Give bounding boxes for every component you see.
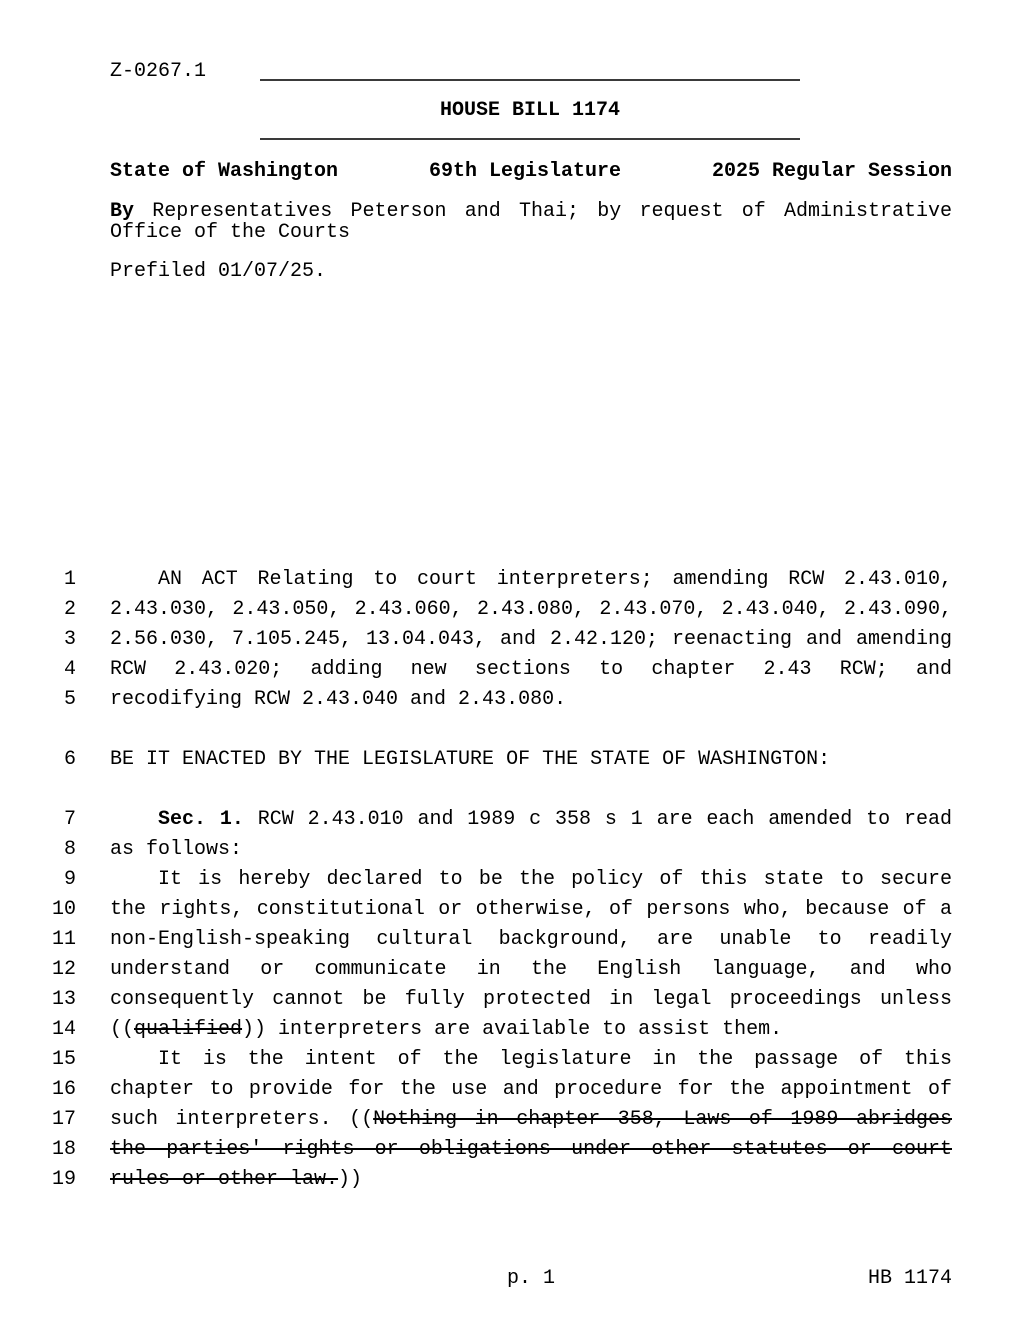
bill-line — [48, 925, 976, 955]
line-number: 2 — [63, 598, 76, 621]
legislature-name: 69th Legislature — [428, 160, 622, 183]
page-number: p. 1 — [506, 1267, 555, 1290]
line-number: 1 — [63, 568, 76, 591]
bill-ref: HB 1174 — [867, 1267, 952, 1290]
bill-text: RCW 2.43.020; adding new sections to chapter 2.43 RCW; and — [110, 658, 952, 681]
line-number: 11 — [51, 928, 76, 951]
sponsors-text: Representatives Peterson and Thai; by request of Administrative Office of the Courts — [110, 200, 952, 244]
line-text — [110, 1045, 952, 1075]
bill-text: 2.43.030, 2.43.050, 2.43.060, 2.43.080, 2.43.070, 2.43.040, 2.43.090, — [110, 598, 952, 621]
bill-text: (( — [110, 1018, 135, 1041]
by-label: By — [110, 200, 135, 223]
bill-text: the rights, constitutional or otherwise, of persons who, because of a — [110, 898, 952, 921]
line-number: 19 — [51, 1168, 76, 1191]
bill-text: RCW 2.43.010 and 1989 c 358 s 1 are each amended to read — [243, 808, 952, 831]
line-text — [110, 925, 952, 955]
line-text — [110, 985, 952, 1015]
bill-text: recodifying RCW 2.43.040 and 2.43.080. — [110, 688, 567, 711]
line-text — [110, 685, 952, 715]
line-text — [110, 1015, 952, 1045]
line-number: 16 — [51, 1078, 76, 1101]
line-number: 7 — [63, 808, 76, 831]
struck-text: qualified — [134, 1018, 243, 1041]
line-text — [110, 835, 952, 865]
line-number: 10 — [51, 898, 76, 921]
bill-lines — [48, 565, 976, 1195]
bill-line — [48, 805, 976, 835]
line-text — [110, 565, 952, 595]
header-rule-top — [260, 79, 800, 81]
page-footer — [110, 1264, 952, 1294]
line-text — [110, 1075, 952, 1105]
bill-line — [48, 895, 976, 925]
line-text — [110, 655, 952, 685]
bill-text: )) interpreters are available to assist them. — [242, 1018, 783, 1041]
bill-line — [48, 865, 976, 895]
line-number: 17 — [51, 1108, 76, 1131]
bill-text: It is hereby declared to be the policy of this state to secure — [158, 868, 952, 891]
line-number: 13 — [51, 988, 76, 1011]
line-number: 18 — [51, 1138, 76, 1161]
bill-text: )) — [338, 1168, 363, 1191]
bill-title: HOUSE BILL 1174 — [439, 99, 621, 122]
bill-text: 2.56.030, 7.105.245, 13.04.043, and 2.42.120; reenacting and amending — [110, 628, 952, 651]
bill-line — [48, 1075, 976, 1105]
bill-text: It is the intent of the legislature in the passage of this — [158, 1048, 952, 1071]
line-text — [110, 955, 952, 985]
session-line — [110, 160, 952, 183]
line-text — [110, 805, 952, 835]
line-text — [110, 745, 952, 775]
draft-code: Z-0267.1 — [110, 60, 207, 83]
bill-text: as follows: — [110, 838, 243, 861]
line-text — [110, 1105, 952, 1135]
bill-text: non-English-speaking cultural background, are unable to readily — [110, 928, 952, 951]
bill-line — [48, 625, 976, 655]
struck-text: rules or other law. — [110, 1168, 339, 1191]
bill-text: chapter to provide for the use and procedure for the appointment of — [110, 1078, 952, 1101]
line-number: 3 — [63, 628, 76, 651]
bill-line — [48, 655, 976, 685]
line-text — [110, 1135, 952, 1165]
struck-text: the parties' rights or obligations under other statutes or court — [110, 1138, 952, 1161]
bill-text: BE IT ENACTED BY THE LEGISLATURE OF THE STATE OF WASHINGTON: — [110, 748, 831, 771]
bill-text: AN ACT Relating to court interpreters; amending RCW 2.43.010, — [158, 568, 952, 591]
bill-text: understand or communicate in the English language, and who — [110, 958, 952, 981]
bill-line — [48, 955, 976, 985]
line-number: 12 — [51, 958, 76, 981]
bill-line — [48, 985, 976, 1015]
line-number: 6 — [63, 748, 76, 771]
sponsors-paragraph — [110, 201, 952, 243]
prefiled-date: Prefiled 01/07/25. — [110, 260, 327, 283]
bill-line — [48, 685, 976, 715]
bill-text: such interpreters. (( — [110, 1108, 374, 1131]
line-text — [110, 625, 952, 655]
line-text — [110, 595, 952, 625]
line-number: 5 — [63, 688, 76, 711]
header-rule-bottom — [260, 138, 800, 140]
state-name: State of Washington — [110, 160, 339, 183]
line-number: 4 — [63, 658, 76, 681]
session-name: 2025 Regular Session — [711, 160, 952, 183]
bill-line — [48, 565, 976, 595]
bill-line — [48, 1045, 976, 1075]
line-number: 9 — [63, 868, 76, 891]
line-text — [110, 1165, 952, 1195]
bill-line — [48, 1105, 976, 1135]
line-number: 14 — [51, 1018, 76, 1041]
bill-line — [48, 1015, 976, 1045]
bill-line — [48, 1135, 976, 1165]
bill-line — [48, 1165, 976, 1195]
bill-line — [48, 745, 976, 775]
line-number: 15 — [51, 1048, 76, 1071]
bill-text: consequently cannot be fully protected in legal proceedings unless — [110, 988, 952, 1011]
bill-line — [48, 595, 976, 625]
struck-text: Nothing in chapter 358, Laws of 1989 abridges — [373, 1108, 952, 1131]
line-number: 8 — [63, 838, 76, 861]
bill-line — [48, 835, 976, 865]
bill-text: Sec. 1. — [158, 808, 244, 831]
line-text — [110, 865, 952, 895]
line-text — [110, 895, 952, 925]
